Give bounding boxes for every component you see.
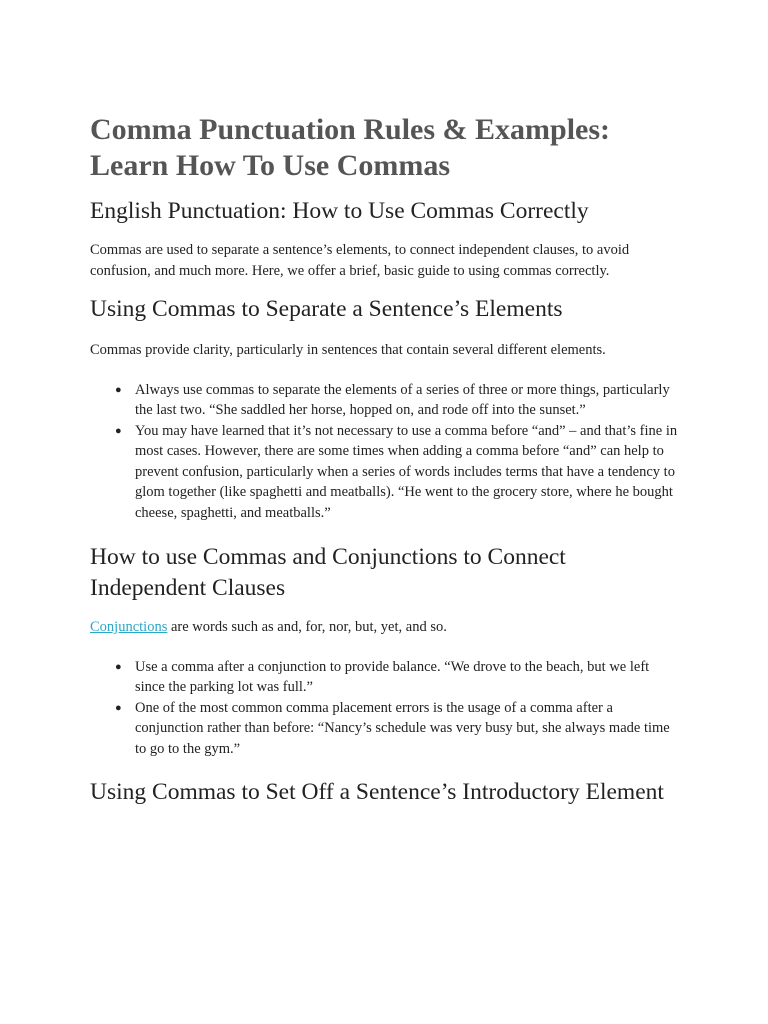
separate-elements-list (90, 380, 680, 524)
list-item-text: Always use commas to separate the elements of a series of three or more things, particularly the last two. “She saddled her horse, hopped on, and rode off into the sunset.” (135, 381, 670, 418)
list-item (115, 380, 680, 421)
conjunctions-list (90, 657, 680, 760)
list-item (115, 698, 680, 760)
list-item (115, 657, 680, 698)
bullet-icon: ● (115, 660, 122, 673)
section-heading-conjunctions: How to use Commas and Conjunctions to Connect Independent Clauses (90, 544, 566, 601)
list-item-text: You may have learned that it’s not necessary to use a comma before “and” – and that’s fine in most cases. However, there are some times when adding a comma before “and” can help to prevent confusion, particularly when a series of words includes terms that have a tendency to glom together (like spaghetti and meatballs). “He went to the grocery store, where he bought cheese, spaghetti, and meatballs.” (135, 422, 678, 521)
page-title: Comma Punctuation Rules & Examples: Learn How To Use Commas (90, 113, 611, 182)
bullet-icon: ● (115, 424, 122, 437)
bullet-icon: ● (115, 383, 122, 396)
conjunctions-paragraph-text: are words such as and, for, nor, but, yet, and so. (167, 619, 447, 635)
section-heading-separate-elements: Using Commas to Separate a Sentence’s Elements (90, 296, 563, 322)
list-item-text: Use a comma after a conjunction to provide balance. “We drove to the beach, but we left since the parking lot was full.” (135, 658, 650, 695)
list-item (115, 421, 680, 524)
section-heading-english-punctuation: English Punctuation: How to Use Commas Correctly (90, 198, 589, 224)
bullet-icon: ● (115, 701, 122, 714)
conjunctions-paragraph (90, 617, 680, 638)
conjunctions-link[interactable]: Conjunctions (90, 619, 168, 635)
section-heading-introductory-element: Using Commas to Set Off a Sentence’s Introductory Element (90, 779, 664, 805)
intro-paragraph: Commas are used to separate a sentence’s elements, to connect independent clauses, to avoid confusion, and much more. Here, we offer a brief, basic guide to using commas correctly. (90, 242, 630, 279)
list-item-text: One of the most common comma placement errors is the usage of a comma after a conjunction rather than before: “Nancy’s schedule was very busy but, she always made time to go to the gym.” (135, 699, 670, 757)
separate-elements-paragraph: Commas provide clarity, particularly in sentences that contain several different elements. (90, 342, 606, 358)
document-page (90, 112, 680, 808)
